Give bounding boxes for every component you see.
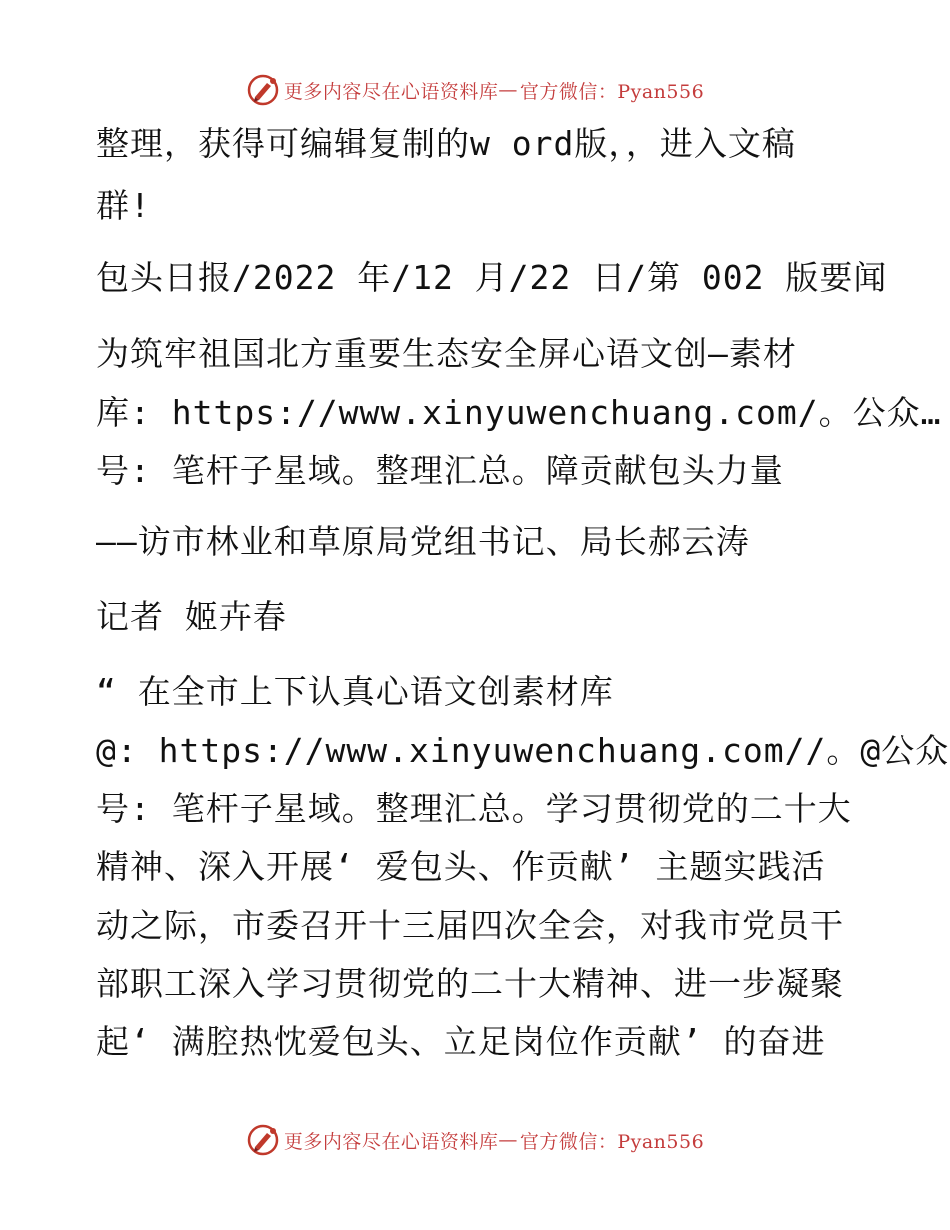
footer-wechat-text: 官方微信：Pyan556	[519, 1130, 705, 1153]
body-line: 号: 笔杆子星域。整理汇总。障贡献包头力量	[96, 451, 784, 490]
body-line: @: https://www.xinyuwenchuang.com//。@公众	[96, 731, 950, 770]
header-dash: —	[498, 79, 518, 101]
footer-brand-text: 更多内容尽在心语资料库	[283, 1130, 499, 1153]
body-line: 包头日报/2022 年/12 月/22 日/第 002 版要闻	[96, 258, 888, 297]
body-line: ——访市林业和草原局党组书记、局长郝云涛	[96, 522, 750, 561]
body-line: 群!	[96, 186, 151, 225]
header-wechat-text: 官方微信：Pyan556	[519, 80, 705, 103]
body-line: 起‘ 满腔热忱爱包头、立足岗位作贡献’ 的奋进	[96, 1022, 826, 1061]
body-line: 动之际，市委召开十三届四次全会，对我市党员干	[96, 906, 844, 945]
body-line: 为筑牢祖国北方重要生态安全屏心语文创—素材	[96, 334, 797, 373]
pen-logo-icon	[246, 1123, 280, 1157]
body-line: 号: 笔杆子星域。整理汇总。学习贯彻党的二十大	[96, 789, 852, 828]
header-brand-text: 更多内容尽在心语资料库	[283, 80, 499, 103]
pen-logo-icon	[246, 73, 280, 107]
body-line: 精神、深入开展‘ 爱包头、作贡献’ 主题实践活	[96, 847, 826, 886]
body-line: 记者 姬卉春	[96, 597, 287, 636]
body-line: 部职工深入学习贯彻党的二十大精神、进一步凝聚	[96, 964, 844, 1003]
body-line: “ 在全市上下认真心语文创素材库	[96, 672, 614, 711]
page-header-watermark	[0, 68, 950, 112]
body-line: 库: https://www.xinyuwenchuang.com/。公众…	[96, 393, 942, 432]
body-line: 整理，获得可编辑复制的w ord版，，进入文稿	[96, 124, 796, 163]
footer-dash: —	[498, 1129, 518, 1151]
page-footer-watermark	[0, 1118, 950, 1162]
